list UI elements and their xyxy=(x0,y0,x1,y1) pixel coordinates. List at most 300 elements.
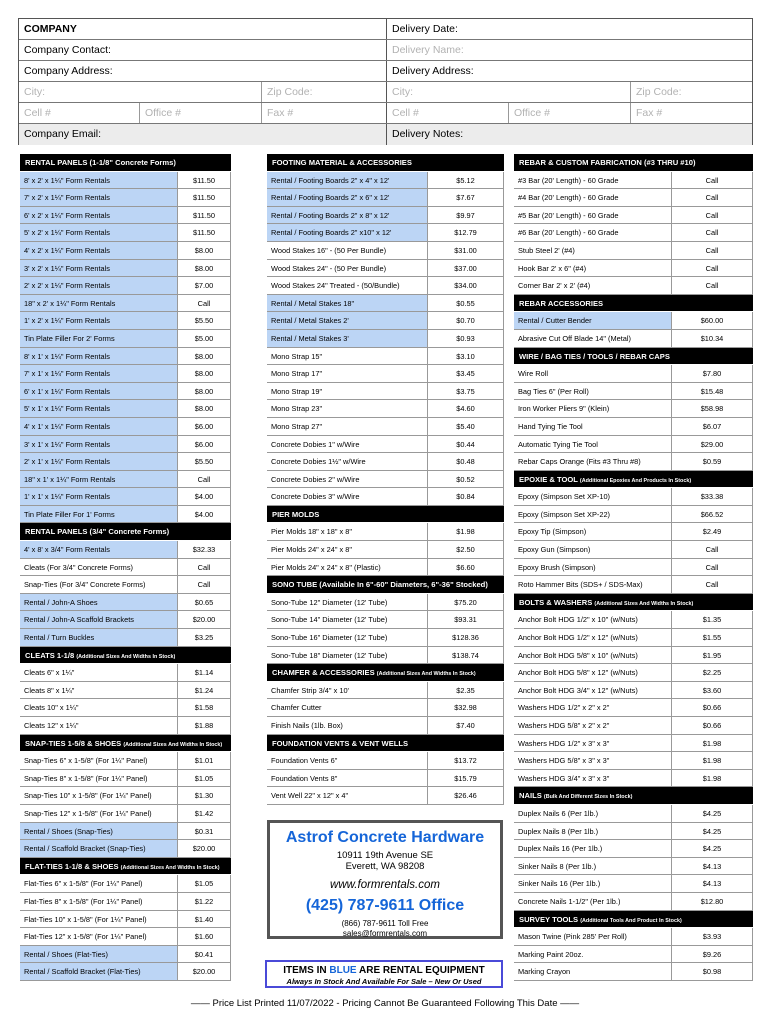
price-row xyxy=(20,348,231,366)
delivery-office-field[interactable]: Office # xyxy=(508,103,630,123)
price-row xyxy=(267,330,504,348)
item-label: Concrete Dobies 1" w/Wire xyxy=(267,436,427,454)
section-title: FOOTING MATERIAL & ACCESSORIES xyxy=(272,158,412,167)
item-label: Flat-Ties 8" x 1-5/8" (For 1¼" Panel) xyxy=(20,893,177,911)
item-label: 5' x 1' x 1¼" Form Rentals xyxy=(20,400,177,418)
item-label: Rental / Metal Stakes 18" xyxy=(267,295,427,313)
item-label: Duplex Nails 6 (Per 1lb.) xyxy=(514,805,671,823)
item-price: $11.50 xyxy=(177,207,230,225)
price-row xyxy=(514,875,753,893)
delivery-zip-code-field[interactable]: Zip Code: xyxy=(630,82,752,102)
price-row xyxy=(514,312,753,330)
item-label: Hook Bar 2' x 6" (#4) xyxy=(514,260,671,278)
price-row xyxy=(20,488,231,506)
company-email-field[interactable]: Company Email: xyxy=(19,124,386,145)
item-price: $1.01 xyxy=(177,752,230,770)
price-row xyxy=(20,875,231,893)
section-header-sono-tube-available-in-6-60-diameters-6- xyxy=(267,576,504,594)
price-row xyxy=(514,541,753,559)
price-row xyxy=(20,594,231,612)
price-row xyxy=(514,946,753,964)
price-row xyxy=(20,699,231,717)
price-row xyxy=(20,277,231,295)
item-label: Rental / Cutter Bender xyxy=(514,312,671,330)
item-price: $5.00 xyxy=(177,330,230,348)
price-row xyxy=(20,611,231,629)
company-contact-field[interactable]: Company Contact: xyxy=(24,44,111,56)
item-price: $6.00 xyxy=(177,436,230,454)
item-label: Epoxy Gun (Simpson) xyxy=(514,541,671,559)
item-label: 4' x 1' x 1¼" Form Rentals xyxy=(20,418,177,436)
price-row xyxy=(514,436,753,454)
section-title: FOUNDATION VENTS & VENT WELLS xyxy=(272,738,409,748)
price-row xyxy=(267,682,504,700)
price-row xyxy=(514,559,753,577)
price-row xyxy=(20,805,231,823)
price-row xyxy=(267,699,504,717)
item-label: Cleats 12" x 1¼" xyxy=(20,717,177,735)
item-label: Mason Twine (Pink 285' Per Roll) xyxy=(514,928,671,946)
section-title: SURVEY TOOLS xyxy=(519,914,579,924)
item-price: $4.25 xyxy=(671,823,752,841)
item-label: #3 Bar (20' Length) - 60 Grade xyxy=(514,172,671,190)
item-label: Concrete Dobies 3" w/Wire xyxy=(267,488,427,506)
item-label: Epoxy Tip (Simpson) xyxy=(514,523,671,541)
item-price: $2.35 xyxy=(427,682,503,700)
item-label: 2' x 1' x 1¼" Form Rentals xyxy=(20,453,177,471)
item-label: Sono-Tube 12" Diameter (12' Tube) xyxy=(267,594,427,612)
item-label: Rental / Shoes (Snap-Ties) xyxy=(20,823,177,841)
item-label: Hand Tying Tie Tool xyxy=(514,418,671,436)
item-label: Pier Molds 18" x 18" x 8" xyxy=(267,523,427,541)
section-title: REBAR & CUSTOM FABRICATION (#3 THRU #10) xyxy=(519,158,696,167)
company-address-field[interactable]: Company Address: xyxy=(24,65,113,77)
item-label: Epoxy (Simpson Set XP-22) xyxy=(514,506,671,524)
item-label: Washers HDG 5/8" x 3" x 3" xyxy=(514,752,671,770)
item-label: Flat-Ties 10" x 1-5/8" (For 1¼" Panel) xyxy=(20,911,177,929)
item-label: 2' x 2' x 1¼" Form Rentals xyxy=(20,277,177,295)
price-row xyxy=(514,647,753,665)
item-price: $1.05 xyxy=(177,770,230,788)
price-row xyxy=(20,559,231,577)
price-row xyxy=(20,770,231,788)
office-field[interactable]: Office # xyxy=(139,103,261,123)
item-price: $1.88 xyxy=(177,717,230,735)
item-price: $0.84 xyxy=(427,488,503,506)
item-label: Sono-Tube 18" Diameter (12' Tube) xyxy=(267,647,427,665)
item-label: Anchor Bolt HDG 1/2" x 12" (w/Nuts) xyxy=(514,629,671,647)
price-column-2 xyxy=(267,154,504,805)
item-price: $1.95 xyxy=(671,647,752,665)
section-subtitle: (Additional Sizes And Widths In Stock) xyxy=(123,741,223,748)
price-row xyxy=(267,172,504,190)
item-price: $0.70 xyxy=(427,312,503,330)
item-price: $7.80 xyxy=(671,365,752,383)
price-row xyxy=(20,400,231,418)
section-subtitle: (Bulk And Different Sizes In Stock) xyxy=(543,794,633,801)
delivery-fax-field[interactable]: Fax # xyxy=(630,103,752,123)
store-name: Astrof Concrete Hardware xyxy=(285,829,485,846)
item-label: Roto Hammer Bits (SDS+ / SDS-Max) xyxy=(514,576,671,594)
item-price: $4.00 xyxy=(177,506,230,524)
item-label: 8' x 1' x 1¼" Form Rentals xyxy=(20,348,177,366)
item-label: Snap-Ties 8" x 1-5/8" (For 1¼" Panel) xyxy=(20,770,177,788)
item-label: Duplex Nails 8 (Per 1lb.) xyxy=(514,823,671,841)
item-label: 4' x 2' x 1¼" Form Rentals xyxy=(20,242,177,260)
item-price: $1.30 xyxy=(177,787,230,805)
price-row xyxy=(267,559,504,577)
section-header-pier-molds xyxy=(267,506,504,524)
price-row xyxy=(267,312,504,330)
item-label: Rental / Footing Boards 2" x 4" x 12' xyxy=(267,172,427,190)
item-price: $1.98 xyxy=(671,735,752,753)
price-row xyxy=(267,383,504,401)
rental-legend-line-2: Always In Stock And Available For Sale – New Or Used xyxy=(286,977,482,986)
section-subtitle: (Additional Sizes And Widths In Stock) xyxy=(76,653,176,660)
item-label: Tin Plate Filler For 2' Forms xyxy=(20,330,177,348)
section-title: SNAP-TIES 1-5/8 & SHOES xyxy=(25,738,122,748)
item-label: Foundation Vents 6" xyxy=(267,752,427,770)
price-row xyxy=(514,383,753,401)
item-label: 5' x 2' x 1¼" Form Rentals xyxy=(20,224,177,242)
item-label: Washers HDG 5/8" x 2" x 2" xyxy=(514,717,671,735)
header-row-2 xyxy=(19,40,752,61)
section-header-wire-bag-ties-tools-rebar-caps xyxy=(514,348,753,366)
item-price: $4.13 xyxy=(671,858,752,876)
item-price: $0.48 xyxy=(427,453,503,471)
price-row xyxy=(20,893,231,911)
item-label: Pier Molds 24" x 24" x 8" xyxy=(267,541,427,559)
price-row xyxy=(514,963,753,981)
item-label: Stub Steel 2' (#4) xyxy=(514,242,671,260)
price-row xyxy=(514,858,753,876)
item-price: $0.44 xyxy=(427,436,503,454)
item-label: Sono-Tube 14" Diameter (12' Tube) xyxy=(267,611,427,629)
header-row-4 xyxy=(19,82,752,103)
item-label: Iron Worker Pliers 9" (Klein) xyxy=(514,400,671,418)
price-row xyxy=(267,787,504,805)
item-price: Call xyxy=(671,242,752,260)
item-price: Call xyxy=(671,260,752,278)
price-row xyxy=(20,312,231,330)
item-label: Snap-Ties 10" x 1-5/8" (For 1¼" Panel) xyxy=(20,787,177,805)
item-label: #4 Bar (20' Length) - 60 Grade xyxy=(514,189,671,207)
price-row xyxy=(514,752,753,770)
item-price: $2.25 xyxy=(671,664,752,682)
item-price: $12.80 xyxy=(671,893,752,911)
item-price: $11.50 xyxy=(177,172,230,190)
price-row xyxy=(514,770,753,788)
item-price: $1.35 xyxy=(671,611,752,629)
fax-field[interactable]: Fax # xyxy=(261,103,386,123)
item-price: $6.00 xyxy=(177,418,230,436)
item-price: $0.52 xyxy=(427,471,503,489)
item-price: $15.48 xyxy=(671,383,752,401)
item-label: Mono Strap 27" xyxy=(267,418,427,436)
price-row xyxy=(20,295,231,313)
price-row xyxy=(514,242,753,260)
section-header-rebar-accessories xyxy=(514,295,753,313)
legend-suffix: ARE RENTAL EQUIPMENT xyxy=(356,965,485,976)
price-row xyxy=(514,682,753,700)
item-price: Call xyxy=(671,541,752,559)
price-row xyxy=(514,400,753,418)
price-row xyxy=(20,946,231,964)
price-row xyxy=(20,260,231,278)
item-price: Call xyxy=(177,295,230,313)
item-label: 18" x 2' x 1¼" Form Rentals xyxy=(20,295,177,313)
item-label: Sono-Tube 16" Diameter (12' Tube) xyxy=(267,629,427,647)
item-label: 6' x 2' x 1¼" Form Rentals xyxy=(20,207,177,225)
item-label: Abrasive Cut Off Blade 14" (Metal) xyxy=(514,330,671,348)
company-field[interactable]: COMPANY xyxy=(24,23,77,35)
item-price: $5.50 xyxy=(177,453,230,471)
section-title: RENTAL PANELS (3/4" Concrete Forms) xyxy=(25,527,170,537)
item-price: $1.22 xyxy=(177,893,230,911)
item-price: $9.26 xyxy=(671,946,752,964)
section-header-snap-ties-1-5-8-shoes xyxy=(20,735,231,753)
store-toll-free: (866) 787-9611 Toll Free xyxy=(341,919,429,928)
item-price: $0.98 xyxy=(671,963,752,981)
item-label: Epoxy (Simpson Set XP-10) xyxy=(514,488,671,506)
item-price: $9.97 xyxy=(427,207,503,225)
item-label: Flat-Ties 6" x 1-5/8" (For 1¼" Panel) xyxy=(20,875,177,893)
delivery-address-field[interactable]: Delivery Address: xyxy=(386,61,752,81)
price-row xyxy=(267,752,504,770)
item-label: Rental / Scaffold Bracket (Flat-Ties) xyxy=(20,963,177,981)
item-label: Snap-Ties 12" x 1-5/8" (For 1¼" Panel) xyxy=(20,805,177,823)
price-row xyxy=(267,770,504,788)
item-label: Cleats 6" x 1¼" xyxy=(20,664,177,682)
item-price: Call xyxy=(671,224,752,242)
price-row xyxy=(267,260,504,278)
price-row xyxy=(20,418,231,436)
price-row xyxy=(20,436,231,454)
item-label: Rental / John-A Scaffold Brackets xyxy=(20,611,177,629)
section-subtitle: (Additional Tools And Product In Stock) xyxy=(580,917,682,924)
store-email-link[interactable]: sales@formrentals.com xyxy=(342,929,428,938)
section-subtitle: (Additional Epoxies And Products In Stock) xyxy=(579,477,692,484)
item-price: $37.00 xyxy=(427,260,503,278)
item-label: Corner Bar 2' x 2' (#4) xyxy=(514,277,671,295)
item-price: $26.46 xyxy=(427,787,503,805)
price-row xyxy=(267,453,504,471)
section-header-chamfer-accessories xyxy=(267,664,504,682)
item-label: Rental / Footing Boards 2" x10" x 12' xyxy=(267,224,427,242)
price-row xyxy=(20,365,231,383)
price-row xyxy=(514,893,753,911)
item-label: 3' x 2' x 1¼" Form Rentals xyxy=(20,260,177,278)
item-price: $93.31 xyxy=(427,611,503,629)
price-row xyxy=(267,488,504,506)
item-label: Wood Stakes 24" Treated - (50/Bundle) xyxy=(267,277,427,295)
price-row xyxy=(20,453,231,471)
item-price: $4.60 xyxy=(427,400,503,418)
price-row xyxy=(20,823,231,841)
header-row-1 xyxy=(19,19,752,40)
item-price: $0.41 xyxy=(177,946,230,964)
price-row xyxy=(514,840,753,858)
price-column-3 xyxy=(514,154,753,981)
item-label: Concrete Dobies 1½" w/Wire xyxy=(267,453,427,471)
item-price: $60.00 xyxy=(671,312,752,330)
item-price: Call xyxy=(671,559,752,577)
item-price: $29.00 xyxy=(671,436,752,454)
price-row xyxy=(514,805,753,823)
item-label: Cleats 8" x 1¼" xyxy=(20,682,177,700)
item-price: $1.24 xyxy=(177,682,230,700)
item-label: Washers HDG 3/4" x 3" x 3" xyxy=(514,770,671,788)
section-title: SONO TUBE (Available In 6"-60" Diameters, 6"-36" Stocked) xyxy=(272,580,488,590)
item-price: $11.50 xyxy=(177,189,230,207)
item-label: Rental / Footing Boards 2" x 6" x 12' xyxy=(267,189,427,207)
section-header-rental-panels-3-4-concrete-forms xyxy=(20,523,231,541)
item-label: Duplex Nails 16 (Per 1lb.) xyxy=(514,840,671,858)
store-website-link[interactable]: www.formrentals.com xyxy=(330,879,440,891)
price-row xyxy=(514,189,753,207)
store-office-phone: (425) 787-9611 Office xyxy=(305,897,465,914)
price-row xyxy=(267,295,504,313)
price-row xyxy=(20,541,231,559)
item-label: Cleats (For 3/4" Concrete Forms) xyxy=(20,559,177,577)
price-row xyxy=(20,172,231,190)
order-header-form xyxy=(18,18,753,145)
item-label: Sinker Nails 16 (Per 1lb.) xyxy=(514,875,671,893)
item-label: #6 Bar (20' Length) - 60 Grade xyxy=(514,224,671,242)
item-price: $7.67 xyxy=(427,189,503,207)
delivery-date-field[interactable]: Delivery Date: xyxy=(386,19,752,39)
item-price: Call xyxy=(177,576,230,594)
item-price: $32.33 xyxy=(177,541,230,559)
item-price: $11.50 xyxy=(177,224,230,242)
item-price: $8.00 xyxy=(177,400,230,418)
price-row xyxy=(20,682,231,700)
legend-prefix: ITEMS IN xyxy=(283,965,330,976)
zip-code-field[interactable]: Zip Code: xyxy=(261,82,386,102)
item-price: $0.31 xyxy=(177,823,230,841)
price-row xyxy=(20,629,231,647)
section-header-epoxie-tool xyxy=(514,471,753,489)
item-price: $10.34 xyxy=(671,330,752,348)
item-price: $1.42 xyxy=(177,805,230,823)
item-price: $20.00 xyxy=(177,840,230,858)
item-label: Anchor Bolt HDG 5/8" x 10" (w/Nuts) xyxy=(514,647,671,665)
section-title: PIER MOLDS xyxy=(272,509,320,519)
price-row xyxy=(267,242,504,260)
item-price: $15.79 xyxy=(427,770,503,788)
item-label: Cleats 10" x 1¼" xyxy=(20,699,177,717)
item-price: $1.60 xyxy=(177,928,230,946)
section-header-footing-material-accessories xyxy=(267,154,504,172)
item-label: 3' x 1' x 1¼" Form Rentals xyxy=(20,436,177,454)
item-price: $0.59 xyxy=(671,453,752,471)
price-column-1 xyxy=(20,154,231,981)
section-title: WIRE / BAG TIES / TOOLS / REBAR CAPS xyxy=(519,351,670,361)
price-row xyxy=(514,735,753,753)
item-price: $32.98 xyxy=(427,699,503,717)
section-title: CLEATS 1-1/8 xyxy=(25,650,75,660)
price-row xyxy=(514,629,753,647)
price-row xyxy=(20,928,231,946)
store-address-line-2: Everett, WA 98208 xyxy=(345,861,425,872)
section-title: CHAMFER & ACCESSORIES xyxy=(272,668,375,678)
item-label: Pier Molds 24" x 24" x 8" (Plastic) xyxy=(267,559,427,577)
price-row xyxy=(514,664,753,682)
price-row xyxy=(267,647,504,665)
item-price: $0.55 xyxy=(427,295,503,313)
section-title: NAILS xyxy=(519,791,542,801)
price-row xyxy=(20,752,231,770)
delivery-city-field[interactable]: City: xyxy=(386,82,630,102)
item-price: $4.25 xyxy=(671,805,752,823)
item-label: 18" x 1' x 1¼" Form Rentals xyxy=(20,471,177,489)
item-label: Epoxy Brush (Simpson) xyxy=(514,559,671,577)
item-label: 8' x 2' x 1¼" Form Rentals xyxy=(20,172,177,190)
item-price: $20.00 xyxy=(177,963,230,981)
price-row xyxy=(514,172,753,190)
item-price: $3.45 xyxy=(427,365,503,383)
price-row xyxy=(20,471,231,489)
price-row xyxy=(267,277,504,295)
item-price: $1.98 xyxy=(427,523,503,541)
item-price: Call xyxy=(177,471,230,489)
item-label: 4' x 8' x 3/4" Form Rentals xyxy=(20,541,177,559)
item-price: Call xyxy=(671,277,752,295)
section-header-flat-ties-1-1-8-shoes xyxy=(20,858,231,876)
item-price: $66.52 xyxy=(671,506,752,524)
section-header-nails xyxy=(514,787,753,805)
item-price: $20.00 xyxy=(177,611,230,629)
item-price: $0.93 xyxy=(427,330,503,348)
item-price: $0.66 xyxy=(671,699,752,717)
item-label: Marking Paint 20oz. xyxy=(514,946,671,964)
item-label: Sinker Nails 8 (Per 1lb.) xyxy=(514,858,671,876)
item-price: $5.50 xyxy=(177,312,230,330)
item-price: $3.93 xyxy=(671,928,752,946)
price-row xyxy=(20,664,231,682)
price-row xyxy=(20,242,231,260)
item-label: Wire Roll xyxy=(514,365,671,383)
rental-legend-line-1 xyxy=(267,965,501,976)
item-label: Rebar Caps Orange (Fits #3 Thru #8) xyxy=(514,453,671,471)
price-row xyxy=(267,436,504,454)
price-row xyxy=(267,224,504,242)
item-price: $8.00 xyxy=(177,348,230,366)
section-header-rebar-custom-fabrication-3-thru-10 xyxy=(514,154,753,172)
item-price: $1.40 xyxy=(177,911,230,929)
section-header-bolts-washers xyxy=(514,594,753,612)
item-label: Snap-Ties 6" x 1-5/8" (For 1¼" Panel) xyxy=(20,752,177,770)
price-row xyxy=(514,488,753,506)
price-row xyxy=(20,576,231,594)
item-price: $7.40 xyxy=(427,717,503,735)
item-label: Washers HDG 1/2" x 3" x 3" xyxy=(514,735,671,753)
delivery-cell-field[interactable]: Cell # xyxy=(386,103,508,123)
delivery-name-field[interactable]: Delivery Name: xyxy=(386,40,752,60)
price-row xyxy=(267,717,504,735)
item-price: $3.60 xyxy=(671,682,752,700)
city-field[interactable]: City: xyxy=(24,86,45,98)
item-price: $5.40 xyxy=(427,418,503,436)
item-label: Anchor Bolt HDG 3/4" x 12" (w/Nuts) xyxy=(514,682,671,700)
price-row xyxy=(20,787,231,805)
section-subtitle: (Additional Sizes And Widths In Stock) xyxy=(120,864,220,871)
cell-field[interactable]: Cell # xyxy=(24,107,51,119)
price-row xyxy=(514,823,753,841)
delivery-notes-field[interactable]: Delivery Notes: xyxy=(386,124,752,145)
price-row xyxy=(267,189,504,207)
item-label: 1' x 1' x 1¼" Form Rentals xyxy=(20,488,177,506)
